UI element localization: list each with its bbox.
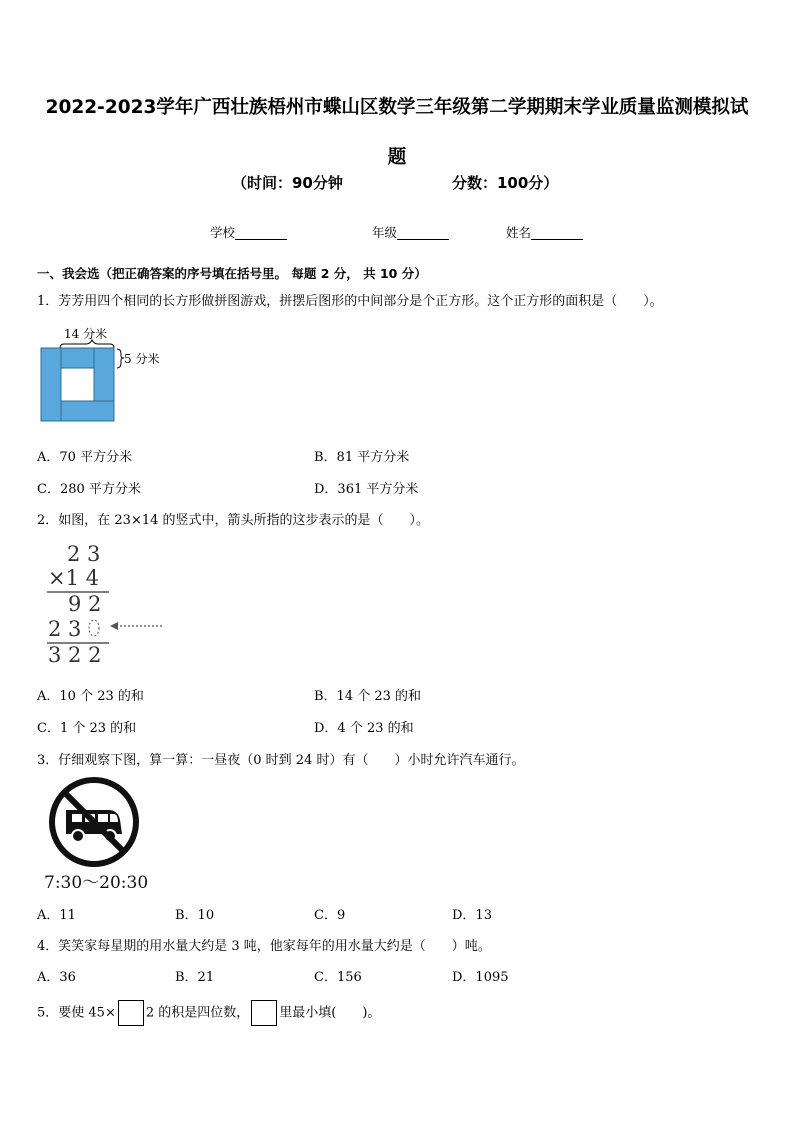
q2-option-b[interactable]: B．14 个 23 的和 xyxy=(314,689,422,704)
grade-blank[interactable] xyxy=(397,225,449,240)
question-2-figure xyxy=(44,540,170,668)
q4-option-d[interactable]: D．1095 xyxy=(452,970,509,985)
exam-time: （时间：90分钟 xyxy=(232,174,343,192)
q3-option-a[interactable]: A．11 xyxy=(37,908,76,923)
q2-row-3: 9 2 xyxy=(68,592,102,616)
question-1-stem: 1．芳芳用四个相同的长方形做拼图游戏，拼摆后图形的中间部分是个正方形。这个正方形的面积是（ ）。 xyxy=(37,294,663,309)
q3-option-b[interactable]: B．10 xyxy=(175,908,215,923)
question-2-stem: 2．如图，在 23×14 的竖式中，箭头所指的这步表示的是（ ）。 xyxy=(37,513,430,528)
q1-side-label: 5 分米 xyxy=(124,352,160,366)
q2-option-c[interactable]: C．1 个 23 的和 xyxy=(37,721,137,736)
q1-top-label: 14 分米 xyxy=(64,327,108,341)
school-field[interactable] xyxy=(210,223,287,241)
section-heading: 一、我会选（把正确答案的序号填在括号里。 每题 2 分， 共 10 分） xyxy=(37,266,427,281)
q2-row-5: 3 2 2 xyxy=(48,643,102,667)
q5-digit-box-1[interactable] xyxy=(118,1000,144,1026)
question-3-figure xyxy=(44,776,156,894)
question-3-stem: 3．仔细观察下图，算一算：一昼夜（0 时到 24 时）有（ ）小时允许汽车通行。 xyxy=(37,753,525,768)
q1-side-brace xyxy=(117,349,124,368)
question-5-stem xyxy=(37,1000,380,1027)
name-label: 姓名 xyxy=(506,225,532,240)
title-line-1: 2022-2023学年广西壮族梧州市蝶山区数学三年级第二学期期末学业质量监测模拟试 xyxy=(45,97,749,118)
q4-option-a[interactable]: A．36 xyxy=(37,970,76,985)
q3-option-c[interactable]: C．9 xyxy=(314,908,346,923)
q3-option-d[interactable]: D．13 xyxy=(452,908,492,923)
q2-option-a[interactable]: A．10 个 23 的和 xyxy=(37,689,144,704)
q2-row-4: 2 3 xyxy=(48,617,82,641)
grade-field[interactable] xyxy=(372,223,449,241)
q1-center-square xyxy=(61,368,94,401)
q2-dotted-zero xyxy=(89,620,99,636)
q1-option-d[interactable]: D．361 平方分米 xyxy=(314,482,419,497)
q3-time-label: 7:30～20:30 xyxy=(44,873,149,893)
q1-option-a[interactable]: A．70 平方分米 xyxy=(37,450,133,465)
grade-label: 年级 xyxy=(372,225,398,240)
q5-digit-box-2[interactable] xyxy=(251,1000,277,1026)
q5-text-a: 5．要使 45× xyxy=(37,1005,116,1021)
exam-score: 分数：100分） xyxy=(452,174,559,192)
question-1-figure xyxy=(38,324,168,426)
q1-option-b[interactable]: B．81 平方分米 xyxy=(314,450,410,465)
q2-arrow-head xyxy=(110,622,118,630)
title-line-2: 题 xyxy=(387,147,407,168)
school-label: 学校 xyxy=(210,225,236,240)
q1-top-brace xyxy=(60,340,114,348)
q4-option-c[interactable]: C．156 xyxy=(314,970,362,985)
q2-row-1: 2 3 xyxy=(67,542,101,566)
question-4-stem: 4．笑笑家每星期的用水量大约是 3 吨，他家每年的用水量大约是（ ）吨。 xyxy=(37,939,491,954)
school-blank[interactable] xyxy=(235,225,287,240)
q2-option-d[interactable]: D．4 个 23 的和 xyxy=(314,721,414,736)
q1-option-c[interactable]: C．280 平方分米 xyxy=(37,482,141,497)
name-field[interactable] xyxy=(506,223,583,241)
q5-text-b: 2 的积是四位数， xyxy=(145,1005,250,1021)
q1-rect-left xyxy=(41,348,61,421)
q5-text-c: 里最小填( )。 xyxy=(279,1005,381,1021)
page-title xyxy=(40,88,754,178)
name-blank[interactable] xyxy=(531,225,583,240)
q2-row-2: ×1 4 xyxy=(48,566,99,590)
q4-option-b[interactable]: B．21 xyxy=(175,970,215,985)
